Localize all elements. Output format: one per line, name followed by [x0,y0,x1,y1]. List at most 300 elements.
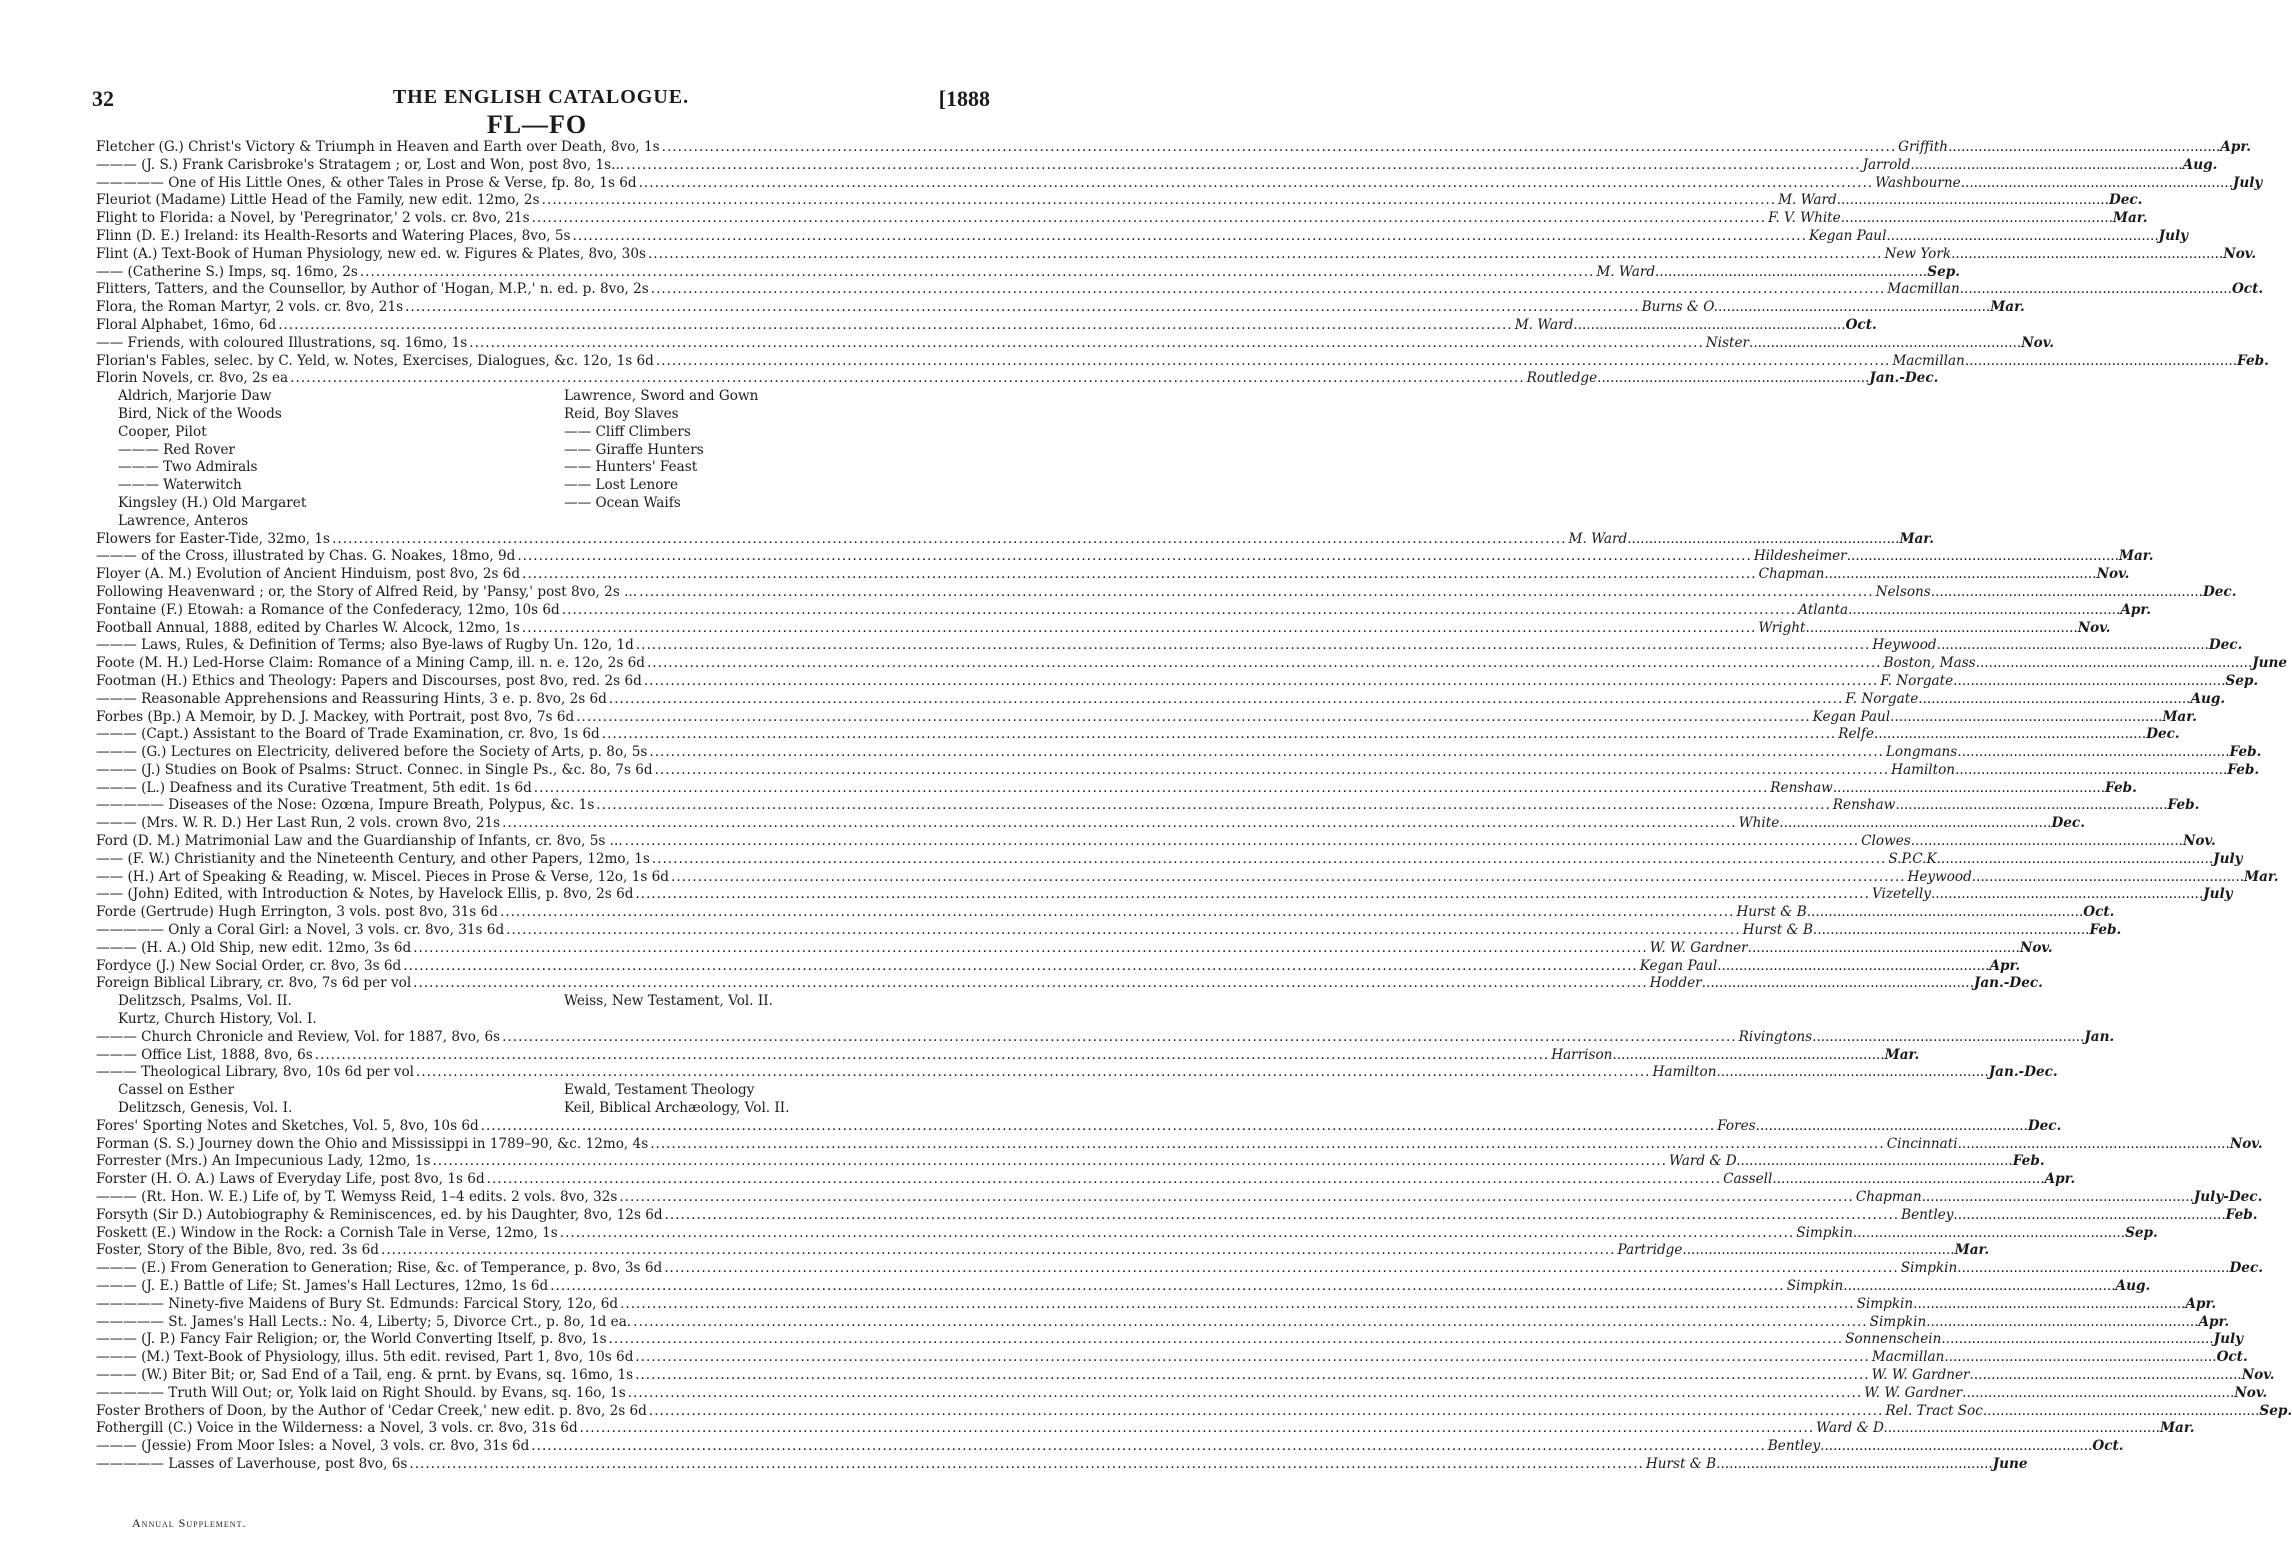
entry-date: July [2213,1331,2244,1348]
entry-title: ——— (M.) Text-Book of Physiology, illus. 5th edit. revised, Part 1, 8vo, 10s 6d [96,1349,634,1366]
leader-dots [576,709,1811,727]
entry-publisher-block [1907,868,2279,887]
catalogue-entry [96,174,2263,193]
entry-publisher-block [1668,1153,2045,1171]
entry-publisher: Macmillan [1871,1349,1945,1366]
entry-date: Mar. [2162,708,2197,725]
page-number: 32 [92,86,114,111]
leader-dots [628,1385,1863,1403]
entry-publisher: Nelsons [1875,583,1931,600]
leader-dots [432,1153,1667,1171]
catalogue-entry [96,708,2197,727]
catalogue-entry [96,1455,2028,1474]
catalogue-entry [96,1420,2195,1438]
leader-dots [502,1029,1737,1047]
leader-dots [1721,1456,1993,1474]
entry-date: Feb. [2227,761,2260,778]
entry-date: Nov. [2229,1135,2263,1152]
entry-publisher-block [1736,904,2115,922]
entry-title: Fletcher (G.) Christ's Victory & Triumph in Heaven and Earth over Death, 8vo, 1s [96,139,660,155]
entry-publisher: S.P.C.K. [1888,850,1941,867]
leader-dots [1972,869,2244,887]
entry-publisher: Macmillan [1892,352,1965,369]
entry-title: ——— (W.) Biter Bit; or, Sad End of a Tail, eng. & prnt. by Evans, sq. 16mo, 1s [96,1366,634,1383]
leader-dots [1911,833,2183,851]
leader-dots [647,655,1882,673]
entry-date: Mar. [1884,1046,1920,1063]
entry-date: Mar. [2159,1420,2195,1437]
entry-title: Foster, Story of the Bible, 8vo, red. 3s 6d [96,1242,379,1259]
entry-publisher: M. Ward [1514,316,1574,333]
entry-publisher: W. W. Gardner [1649,939,1748,956]
catalogue-entry [96,1402,2292,1421]
leader-dots [290,370,1525,388]
catalogue-entries [96,139,2292,1474]
entry-publisher: New York [1884,245,1952,262]
catalogue-entry [96,1331,2244,1349]
leader-dots [532,210,1767,228]
leader-dots [500,904,1735,922]
catalogue-entry [96,1366,2275,1385]
entry-title: ——— (J. P.) Fancy Fair Religion; or, the World Converting Itself, p. 8vo, 1s [96,1331,607,1348]
entry-publisher: Boston, Mass. [1883,655,1980,672]
entry-publisher: Kegan Paul [1812,708,1891,725]
entry-date: July [2213,850,2243,867]
entry-title: Flitters, Tatters, and the Counsellor, by Author of 'Hogan, M.P.,' n. ed. p. 8vo, 2s [96,281,649,298]
entry-publisher-block [1871,1349,2248,1367]
entry-title: ——— (Capt.) Assistant to the Board of Trade Examination, cr. 8vo, 1s 6d [96,726,600,743]
series-list-item: Delitzsch, Genesis, Vol. I. [118,1100,293,1117]
entry-publisher-block [1641,299,2025,317]
entry-title: Flight to Florida: a Novel, by 'Peregrinator,' 2 vols. cr. 8vo, 21s [96,210,530,227]
entry-title: ————— Ninety-five Maidens of Bury St. Edmunds: Farcical Story, 12o, 6d [96,1295,619,1312]
entry-title: ——— Theological Library, 8vo, 10s 6d per vol [96,1064,415,1081]
catalogue-entry [96,1349,2248,1367]
entry-publisher-block [1514,316,1877,335]
entry-date: Oct. [2083,904,2115,921]
catalogue-entry [96,850,2243,869]
catalogue-entry [96,1046,1920,1065]
catalogue-entry [96,1153,2045,1171]
leader-dots [403,958,1638,976]
leader-dots [562,602,1797,620]
entry-date: Feb. [2229,744,2262,761]
series-list-row [96,388,988,406]
entry-title: Following Heavenward ; or, the Story of Alfred Reid, by 'Pansy,' post 8vo, 2s ... [96,583,638,600]
entry-title: Florian's Fables, selec. by C. Yeld, w. Notes, Exercises, Dialogues, &c. 12o, 1s 6d [96,352,654,369]
catalogue-entry [96,637,2243,655]
leader-dots [416,1064,1651,1082]
entry-title: ——— (E.) From Generation to Generation; Rise, &c. of Temperance, p. 8vo, 3s 6d [96,1260,663,1277]
series-list-item: Ewald, Testament Theology [564,1082,755,1099]
entry-publisher-block [1838,726,2180,744]
leader-dots [1682,1242,1954,1260]
leader-dots [517,548,1752,566]
entry-publisher: Hildesheimer [1753,548,1847,565]
leader-dots [609,691,1844,709]
entry-publisher-block [1768,210,2148,228]
catalogue-entry [96,210,2148,228]
entry-publisher-block [1901,1206,2258,1225]
entry-date: Jan.-Dec. [1988,1064,2058,1081]
catalogue-entry [96,904,2115,922]
catalogue-entry [96,1438,2124,1456]
leader-dots [1779,815,2051,833]
entry-publisher: Hamilton [1891,761,1956,778]
entry-date: Mar. [2244,868,2279,885]
series-list-row [96,424,988,442]
entry-publisher-block [1892,352,2269,371]
leader-dots [560,1225,1795,1243]
series-list-row [96,1100,988,1118]
entry-publisher-block [1786,1278,2151,1296]
entry-publisher-block [1758,566,2130,584]
catalogue-entry [96,156,2218,175]
entry-title: —— (John) Edited, with Introduction & Notes, by Havelock Ellis, p. 8vo, 2s 6d [96,886,634,903]
catalogue-entry [96,1206,2258,1225]
entry-publisher: Kegan Paul [1639,957,1718,974]
leader-dots [1741,1153,2013,1171]
entry-date: Mar. [2118,548,2154,565]
leader-dots [1931,886,2203,904]
entry-publisher: Simpkin [1786,1278,1844,1294]
entry-title: Floral Alphabet, 16mo, 6d [96,316,277,333]
leader-dots [1910,157,2182,175]
catalogue-entry [96,886,2233,904]
series-list-item: Kingsley (H.) Old Margaret [118,494,307,511]
series-list-item: Cassel on Esther [118,1082,235,1099]
catalogue-entry [96,548,2154,566]
entry-date: Nov. [2234,1384,2268,1401]
entry-publisher-block [1845,690,2226,709]
leader-dots [1716,1064,1988,1082]
entry-title: Flowers for Easter-Tide, 32mo, 1s [96,530,331,547]
leader-dots [619,1189,1854,1207]
series-list-item: Lawrence, Anteros [118,512,249,529]
leader-dots [1843,1278,2115,1296]
leader-dots [1817,922,2089,940]
entry-publisher: Hodder [1649,975,1702,992]
entry-publisher: Griffith [1898,139,1949,155]
leader-dots [542,192,1777,210]
series-list-row [96,1011,988,1029]
entry-title: ————— Truth Will Out; or, Yolk laid on Right Should. by Evans, sq. 16o, 1s [96,1384,626,1401]
entry-publisher-block [1871,1366,2275,1385]
entry-publisher-block [1900,1260,2263,1278]
series-list-row [96,459,988,477]
entry-publisher-block [1880,672,2259,691]
entry-title: Foreign Biblical Library, cr. 8vo, 7s 6d per vol [96,975,412,992]
entry-date: Nov. [2182,833,2216,850]
entry-date: Feb. [2105,779,2137,796]
catalogue-entry [96,245,2257,264]
leader-dots [522,566,1757,584]
catalogue-entry [96,619,2111,638]
entry-publisher-block [1526,370,1939,388]
catalogue-entry [96,263,1960,282]
entry-publisher-block [1845,1331,2244,1349]
entry-date: Apr. [2220,139,2251,155]
leader-dots [1886,228,2158,246]
entry-title: ————— Lasses of Laverhouse, post 8vo, 6s [96,1455,408,1472]
leader-dots [1980,655,2252,673]
leader-dots [1718,299,1990,317]
leader-dots [626,157,1861,175]
entry-title: ——— (J. E.) Battle of Life; St. James's Hall Lectures, 12mo, 1s 6d [96,1278,549,1294]
entry-publisher: Hurst & B. [1742,922,1818,939]
leader-dots [1812,1029,2084,1047]
leader-dots [1962,1385,2234,1403]
leader-dots [534,780,1769,798]
leader-dots [1824,566,2096,584]
entry-publisher-block [1856,1295,2217,1314]
leader-dots [1655,264,1927,282]
entry-date: Mar. [1899,530,1934,547]
leader-dots [1820,1438,2092,1456]
series-list-item: Delitzsch, Psalms, Vol. II. [118,993,292,1010]
entry-publisher-block [1875,583,2237,602]
entry-publisher-block [1891,761,2260,780]
entry-publisher-block [1862,156,2218,175]
series-list-item: Kurtz, Church History, Vol. I. [118,1011,317,1028]
leader-dots [633,1314,1868,1332]
entry-publisher-block [1796,1224,2158,1243]
series-list-row [96,477,988,495]
entry-date: Dec. [2108,192,2143,209]
entry-title: Fontaine (F.) Etowah: a Romance of the Confederacy, 12mo, 10s 6d [96,601,560,618]
entry-publisher-block [1864,1384,2268,1403]
leader-dots [1955,762,2227,780]
entry-date: Jan.-Dec. [1869,370,1939,387]
catalogue-entry [96,1064,2058,1082]
entry-title: —— (F. W.) Christianity and the Nineteenth Century, and other Papers, 12mo, 1s [96,850,650,867]
entry-publisher: Burns & O. [1641,299,1718,316]
entry-date: Sep. [2125,1224,2158,1241]
leader-dots [1987,1403,2259,1421]
catalogue-entry [96,530,1934,549]
series-list-item: —— Giraffe Hunters [564,441,704,458]
leader-dots [656,353,1891,371]
entry-publisher: Washbourne [1875,174,1961,191]
entry-publisher-block [1885,1402,2292,1421]
leader-dots [1756,1118,2028,1136]
entry-title: ——— (Rt. Hon. W. E.) Life of, by T. Wemyss Reid, 1–4 edits. 2 vols. 8vo, 32s [96,1189,618,1206]
catalogue-entry [96,1117,2062,1136]
leader-dots [1941,1331,2213,1349]
entry-date: Oct. [2092,1438,2124,1455]
entry-publisher: Kegan Paul [1808,227,1887,244]
leader-dots [625,833,1860,851]
entry-title: ——— (J.) Studies on Book of Psalms: Struct. Connec. in Single Ps., &c. 8o, 7s 6d [96,761,653,778]
entry-date: Feb. [2012,1153,2045,1170]
entry-publisher-block [1855,1189,2263,1207]
entry-publisher-block [1872,637,2243,655]
entry-publisher: Cincinnati [1886,1135,1958,1152]
leader-dots [602,726,1837,744]
entry-publisher-block [1568,530,1934,549]
series-list-item: ——— Red Rover [118,441,236,458]
catalogue-entry [96,922,2122,940]
entry-publisher: Bentley [1767,1438,1821,1455]
entry-publisher-block [1875,174,2263,193]
series-list-item: ——— Two Admirals [118,459,258,476]
entry-publisher: F. Norgate [1845,690,1919,707]
catalogue-entry [96,370,1939,388]
entry-date: Aug. [2115,1278,2151,1294]
catalogue-entry [96,761,2260,780]
series-list-item: Cooper, Pilot [118,423,207,440]
entry-title: Footman (H.) Ethics and Theology: Papers and Discourses, post 8vo, red. 2s 6d [96,672,642,689]
entry-title: Fleuriot (Madame) Little Head of the Family, new edit. 12mo, 2s [96,192,540,209]
catalogue-entry [96,1135,2263,1154]
catalogue-entry [96,779,2137,798]
entry-date: July [2232,174,2263,191]
entry-date: Dec. [2146,726,2180,743]
catalogue-entry [96,833,2216,851]
entry-publisher: Vizetelly [1871,886,1931,903]
leader-dots [1833,780,2105,798]
entry-publisher: Fores [1717,1117,1756,1134]
entry-title: Fothergill (C.) Voice in the Wilderness: a Novel, 3 vols. cr. 8vo, 31s 6d [96,1420,578,1437]
leader-dots [636,637,1871,655]
leader-dots [506,922,1741,940]
entry-publisher: Harrison [1551,1046,1613,1063]
series-list-item: Aldrich, Marjorie Daw [118,388,272,405]
leader-dots [1913,1296,2185,1314]
catalogue-entry [96,957,2021,976]
entry-date: Nov. [2223,245,2257,262]
series-list-row [96,442,988,460]
series-list-item: —— Cliff Climbers [564,423,691,440]
entry-publisher: Renshaw [1832,797,1896,814]
entry-publisher-block [1649,939,2053,958]
leader-dots [481,1118,1716,1136]
entry-publisher-block [1898,139,2251,157]
leader-dots [1597,370,1869,388]
page-year: [1888 [938,86,990,111]
entry-publisher: Jarrold [1862,156,1911,173]
series-list-item: Weiss, New Testament, Vol. II. [564,993,773,1010]
leader-dots [1944,1349,2216,1367]
entry-date: June [1992,1455,2028,1472]
leader-dots [649,1403,1884,1421]
catalogue-entry [96,601,2152,620]
entry-title: Foster Brothers of Doon, by the Author of 'Cedar Creek,' new edit. p. 8vo, 2s 6d [96,1402,647,1419]
leader-dots [1874,726,2146,744]
entry-publisher-block [1705,334,2055,353]
catalogue-entry [96,672,2259,691]
catalogue-entry [96,281,2264,299]
entry-title: Florin Novels, cr. 8vo, 2s ea [96,370,289,387]
leader-dots [315,1047,1550,1065]
series-list-item: —— Hunters' Feast [564,459,698,476]
series-list-row [96,495,988,513]
leader-dots [635,886,1870,904]
entry-date: Nov. [2021,334,2055,351]
entry-title: Football Annual, 1888, edited by Charles W. Alcock, 12mo, 1s [96,619,520,636]
leader-dots [1702,975,1974,993]
catalogue-entry [96,299,2025,317]
leader-dots [1749,335,2021,353]
catalogue-entry [96,227,2189,246]
catalogue-entry [96,1384,2268,1403]
entry-publisher: Chapman [1855,1189,1922,1206]
entry-title: ——— (H. A.) Old Ship, new edit. 12mo, 3s 6d [96,939,412,956]
entry-date: Apr. [2044,1171,2076,1188]
entry-title: Forde (Gertrude) Hugh Errington, 3 vols. post 8vo, 31s 6d [96,904,498,921]
catalogue-entry [96,655,2288,673]
leader-dots [1953,1207,2225,1225]
leader-dots [1941,851,2213,869]
entry-title: Floyer (A. M.) Evolution of Ancient Hinduism, post 8vo, 2s 6d [96,566,521,583]
entry-publisher: Macmillan [1887,281,1960,298]
catalogue-entry [96,975,2043,993]
catalogue-entry [96,1242,1990,1260]
catalogue-entry [96,690,2226,709]
leader-dots [572,228,1807,246]
entry-date: Feb. [2225,1206,2258,1223]
leader-dots [502,815,1737,833]
leader-dots [531,1438,1766,1456]
entry-publisher-block [1617,1242,1990,1260]
entry-date: Dec. [2027,1117,2062,1134]
entry-title: Foskett (E.) Window in the Rock: a Cornish Tale in Verse, 12mo, 1s [96,1224,558,1241]
leader-dots [550,1278,1785,1296]
entry-publisher-block [1723,1171,2076,1189]
series-list-item: Bird, Nick of the Woods [118,405,282,422]
leader-dots [1957,744,2229,762]
leader-dots [413,940,1648,958]
entry-publisher-block [1885,744,2262,762]
entry-publisher: Hamilton [1652,1064,1717,1081]
entry-publisher: W. W. Gardner [1871,1366,1970,1383]
leader-dots [580,1420,1815,1438]
leader-dots [360,264,1595,282]
leader-dots [652,851,1887,869]
entry-title: ————— St. James's Hall Lects.: No. 4, Liberty; 5, Divorce Crt., p. 8o, 1d ea. [96,1313,632,1330]
entry-publisher-block [1738,815,2085,833]
entry-publisher-block [1812,708,2197,727]
entry-publisher-block [1883,655,2288,673]
entry-date: Nov. [2096,566,2130,583]
series-list-row [96,993,988,1011]
section-heading: FL—FO [486,110,588,139]
catalogue-entry [96,334,2055,353]
entry-publisher-block [1717,1117,2062,1136]
entry-title: Flora, the Roman Martyr, 2 vols. cr. 8vo, 21s [96,299,404,316]
entry-publisher: Nister [1705,334,1750,351]
entry-publisher: Routledge [1526,370,1598,387]
leader-dots [609,1331,1844,1349]
entry-date: Jan.-Dec. [1973,975,2043,992]
leader-dots [409,1456,1644,1474]
entry-title: Ford (D. M.) Matrimonial Law and the Guardianship of Infants, cr. 8vo, 5s ... [96,833,623,850]
leader-dots [1853,1225,2125,1243]
entry-date: Apr. [2120,601,2152,618]
entry-publisher-block [1869,1313,2230,1332]
catalogue-entry [96,192,2143,210]
entry-publisher-block [1888,850,2243,869]
leader-dots [649,744,1884,762]
entry-date: Aug. [2190,690,2226,707]
entry-date: Feb. [2167,797,2200,814]
leader-dots [664,1260,1899,1278]
leader-dots [1841,210,2113,228]
catalogue-entry [96,1313,2230,1332]
entry-publisher: Cassell [1723,1171,1773,1188]
entry-publisher: Simpkin [1796,1224,1853,1241]
entry-title: Fordyce (J.) New Social Order, cr. 8vo, 3s 6d [96,957,402,974]
